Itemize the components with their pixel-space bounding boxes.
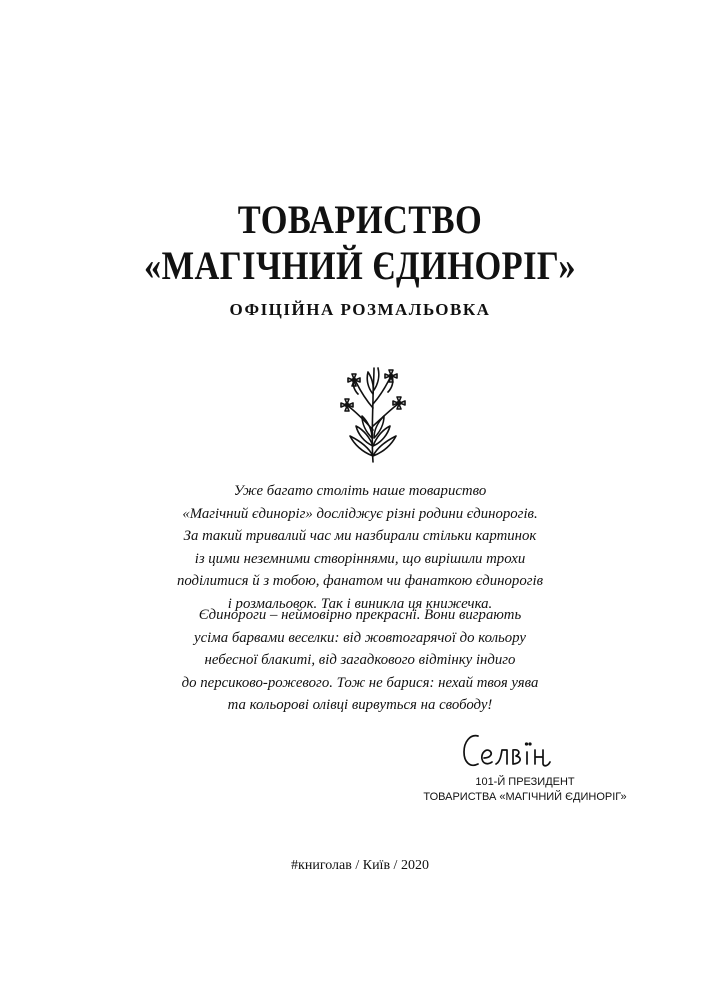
intro-paragraph-1 <box>0 480 720 615</box>
imprint: #книголав / Київ / 2020 <box>291 858 429 873</box>
title-line-1: ТОВАРИСТВО <box>237 197 483 242</box>
flower-sprig-icon <box>328 360 418 464</box>
text-line: За такий тривалий час ми назбирали стільки картинок <box>183 528 537 544</box>
handwritten-signature <box>460 726 570 776</box>
text-line: Єдинороги – неймовірно прекрасні. Вони виграють <box>198 607 522 623</box>
text-line: поділитися й з тобою, фанатом чи фанаткою єдинорогів <box>176 573 544 589</box>
text-line: Уже багато століть наше товариство <box>233 483 487 499</box>
text-line: до персиково-рожевого. Тож не барися: нехай твоя уява <box>181 674 539 691</box>
text-line: із цими неземними створіннями, що вирішили трохи <box>194 550 526 567</box>
text-line: небесної блакиті, від загадкового відтінку індиго <box>204 652 516 668</box>
title-line-2: «МАГІЧНИЙ ЄДИНОРІГ» <box>144 243 576 288</box>
text-line: «Магічний єдиноріг» досліджує різні родини єдинорогів. <box>182 505 538 522</box>
subtitle: ОФІЦІЙНА РОЗМАЛЬОВКА <box>229 300 491 319</box>
signature-caption-line-2: ТОВАРИСТВА «МАГІЧНИЙ ЄДИНОРІГ» <box>423 791 627 803</box>
text-line: та кольорові олівці вирвуться на свободу! <box>227 697 493 713</box>
signature-caption-line-1: 101-Й ПРЕЗИДЕНТ <box>475 776 575 788</box>
intro-paragraph-2 <box>0 604 720 717</box>
text-line: і розмальовок. Так і виникла ця книжечка. <box>227 595 493 612</box>
text-line: усіма барвами веселки: від жовтогарячої до кольору <box>194 629 526 646</box>
